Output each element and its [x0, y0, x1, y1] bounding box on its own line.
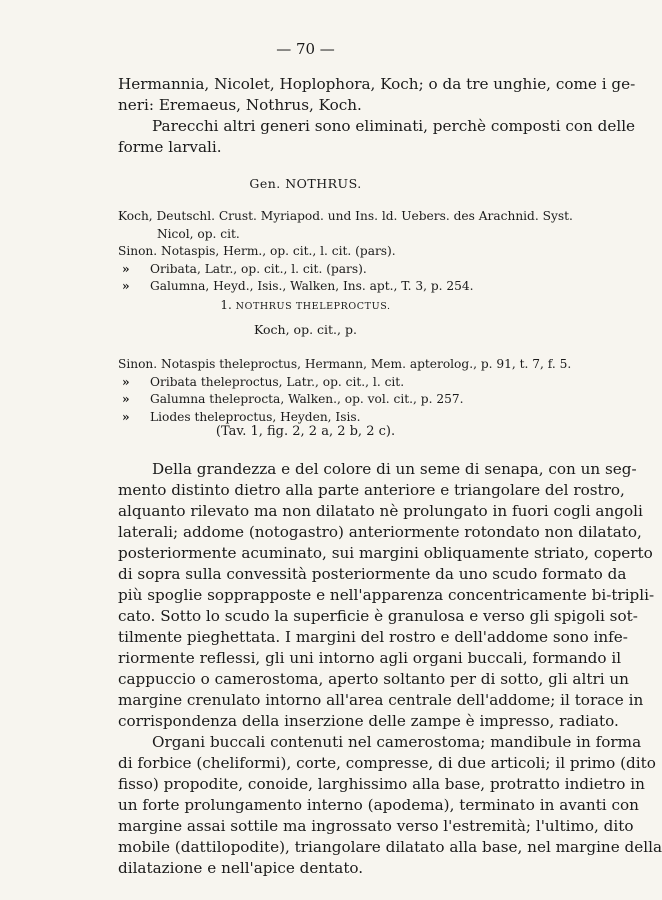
- text-line: più spoglie sopprapposte e nell'apparenza concentricamente bi-tripli-: [118, 586, 655, 604]
- text-line: mento distinto dietro alla parte anteriore e triangolare del rostro,: [118, 481, 625, 499]
- species-heading: [0, 298, 611, 312]
- text-line: alquanto rilevato ma non dilatato nè prolungato in fuori cogli angoli: [118, 502, 643, 520]
- intro-paragraph: [118, 74, 636, 158]
- text-line: un forte prolungamento interno (apodema), terminato in avanti con: [118, 796, 639, 814]
- genus-heading: Gen. NOTHRUS.: [249, 176, 362, 191]
- text-line: cappuccio o camerostoma, aperto soltanto per di sotto, gli altri un: [118, 670, 629, 688]
- text-line: fisso) propodite, conoide, larghissimo alla base, protratto indietro in: [118, 775, 645, 793]
- text-line: di forbice (cheliformi), corte, compresse, di due articoli; il primo (dito: [118, 754, 656, 772]
- text-line: forme larvali.: [118, 138, 222, 156]
- text-line: Della grandezza e del colore di un seme di senapa, con un seg-: [152, 460, 637, 478]
- ditto-mark: »: [122, 409, 130, 424]
- text-line: di sopra sulla convessità posteriormente da uno scudo formato da: [118, 565, 627, 583]
- text-line: cato. Sotto lo scudo la superficie è granulosa e verso gli spigoli sot-: [118, 607, 638, 625]
- species-references: [118, 356, 578, 426]
- text-line: Hermannia, Nicolet, Hoplophora, Koch; o da tre unghie, come i ge-: [118, 75, 636, 93]
- reference-line: Oribata, Latr., op. cit., l. cit. (pars).: [150, 261, 367, 276]
- reference-line: Liodes theleproctus, Heyden, Isis.: [150, 409, 361, 424]
- species-name: NOTHRUS THELEPROCTUS.: [235, 301, 391, 312]
- reference-line: Oribata theleproctus, Latr., op. cit., l. cit.: [150, 374, 405, 389]
- plate-reference: (Tav. 1, fig. 2, 2 a, 2 b, 2 c).: [215, 424, 396, 439]
- reference-line: Sinon. Notaspis, Herm., op. cit., l. cit. (pars).: [118, 244, 396, 258]
- reference-line: Koch, Deutschl. Crust. Myriapod. und Ins. ld. Uebers. des Arachnid. Syst.: [118, 209, 573, 223]
- text-line: corrispondenza della inserzione delle zampe è impresso, radiato.: [118, 712, 619, 730]
- text-line: Parecchi altri generi sono eliminati, perchè composti con delle: [152, 117, 636, 135]
- text-line: mobile (dattilopodite), triangolare dilatato alla base, nel margine della: [118, 838, 662, 856]
- text-line: laterali; addome (notogastro) anteriormente rotondato non dilatato,: [118, 523, 642, 541]
- text-line: tilmente pieghettata. I margini del rostro e dell'addome sono infe-: [118, 628, 628, 646]
- genus-references: [118, 208, 578, 296]
- text-line: neri: Eremaeus, Nothrus, Koch.: [118, 96, 362, 114]
- ditto-mark: »: [122, 374, 130, 389]
- reference-line: Galumna, Heyd., Isis., Walken, Ins. apt., T. 3, p. 254.: [150, 279, 474, 293]
- text-line: margine crenulato intorno all'area centrale dell'addome; il torace in: [118, 691, 644, 709]
- description-paragraph-1: [118, 459, 655, 732]
- text-line: riormente reflessi, gli uni intorno agli organi buccali, formando il: [118, 649, 622, 667]
- species-author: Koch, op. cit., p.: [254, 322, 357, 337]
- species-number: 1.: [220, 298, 232, 312]
- reference-line: Nicol, op. cit.: [157, 226, 240, 241]
- ditto-mark: »: [122, 392, 130, 406]
- description-paragraph-2: [118, 732, 662, 879]
- page-number: — 70 —: [276, 40, 335, 58]
- reference-line: Sinon. Notaspis theleproctus, Hermann, Mem. apterolog., p. 91, t. 7, f. 5.: [118, 357, 572, 371]
- ditto-mark: »: [122, 279, 130, 293]
- text-line: dilatazione e nell'apice dentato.: [118, 859, 364, 877]
- reference-line: Galumna theleprocta, Walken., op. vol. cit., p. 257.: [150, 392, 464, 406]
- text-line: margine assai sottile ma ingrossato verso l'estremità; l'ultimo, dito: [118, 817, 634, 835]
- text-line: posteriormente acuminato, sui margini obliquamente striato, coperto: [118, 544, 653, 562]
- ditto-mark: »: [122, 261, 130, 276]
- text-line: Organi buccali contenuti nel camerostoma; mandibule in forma: [152, 733, 642, 751]
